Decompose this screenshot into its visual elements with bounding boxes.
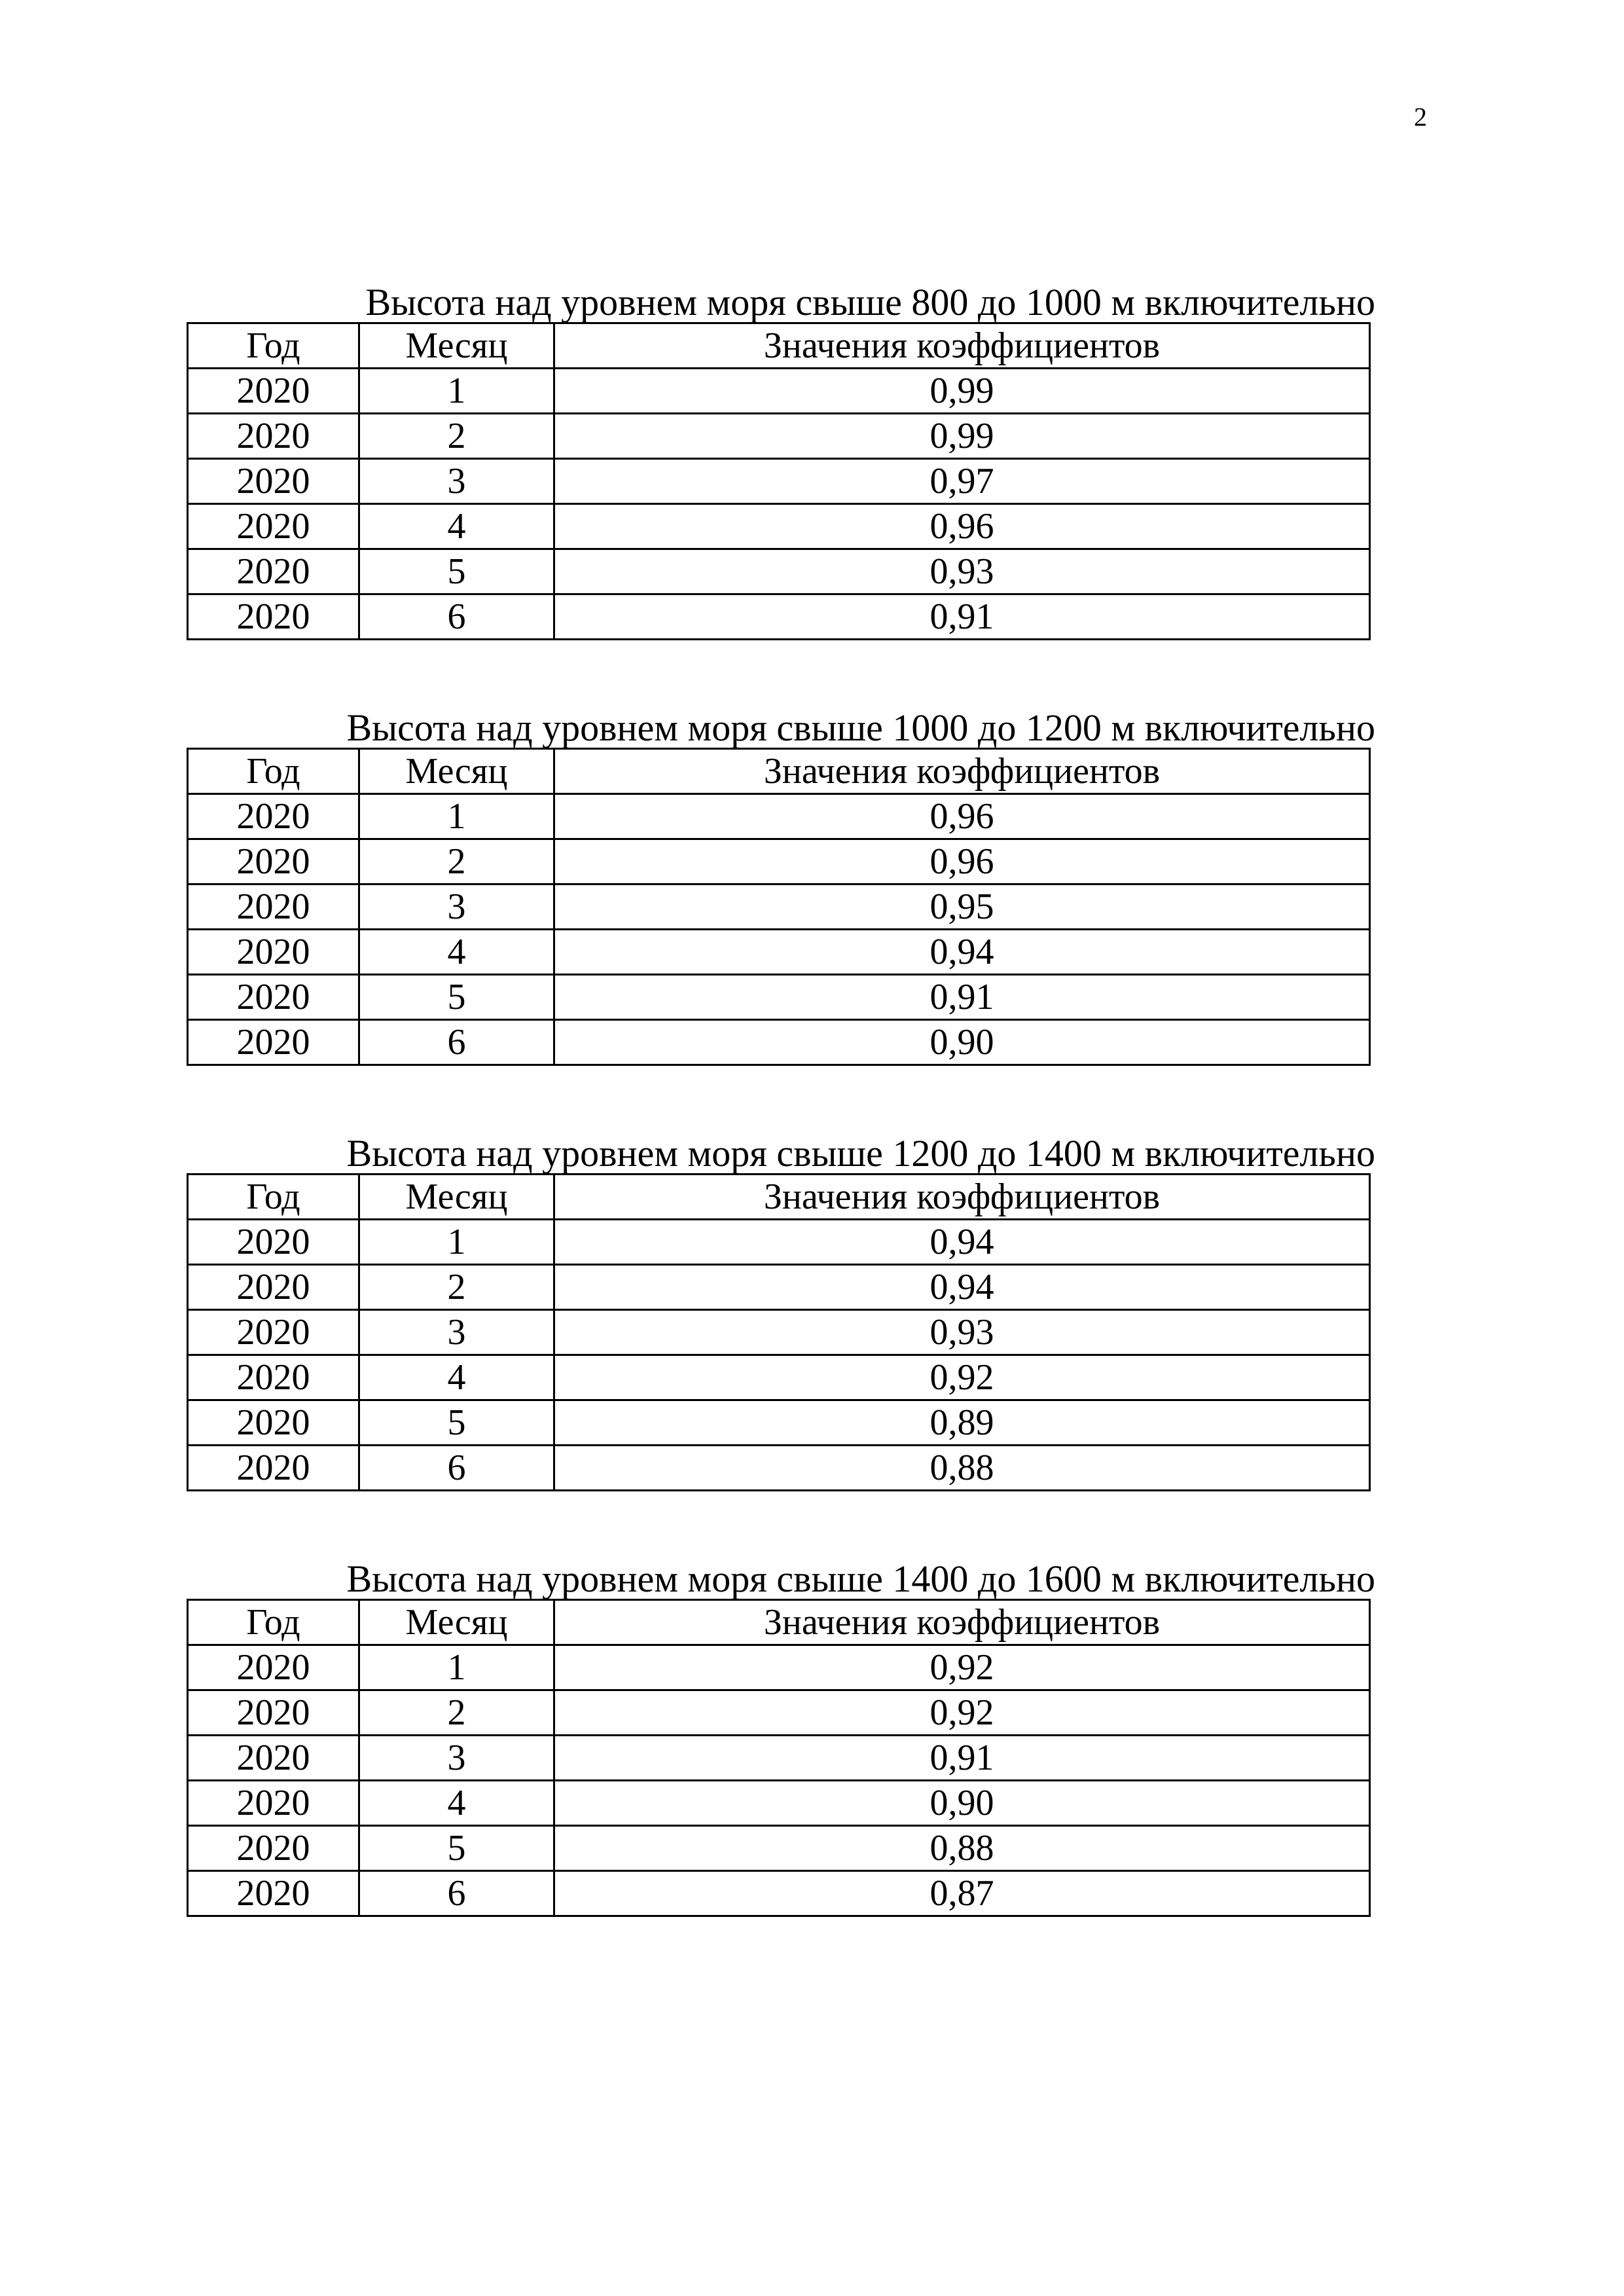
cell-value: 0,88 [554, 1826, 1370, 1871]
header-month: Месяц [359, 323, 554, 369]
header-value: Значения коэффициентов [554, 749, 1370, 794]
cell-value: 0,90 [554, 1781, 1370, 1826]
cell-month: 6 [359, 1871, 554, 1916]
coefficient-table [187, 1599, 1371, 1917]
cell-year: 2020 [188, 1736, 359, 1781]
cell-month: 1 [359, 1645, 554, 1690]
cell-month: 1 [359, 794, 554, 839]
cell-month: 2 [359, 1265, 554, 1310]
table-row [188, 1645, 1370, 1690]
cell-value: 0,96 [554, 794, 1370, 839]
table-row [188, 975, 1370, 1020]
header-month: Месяц [359, 1175, 554, 1220]
table-row [188, 1400, 1370, 1446]
cell-year: 2020 [188, 930, 359, 975]
table-row [188, 794, 1370, 839]
header-month: Месяц [359, 1600, 554, 1645]
cell-value: 0,94 [554, 930, 1370, 975]
cell-year: 2020 [188, 459, 359, 504]
cell-year: 2020 [188, 504, 359, 549]
cell-year: 2020 [188, 1400, 359, 1446]
cell-value: 0,92 [554, 1645, 1370, 1690]
cell-year: 2020 [188, 1690, 359, 1736]
table-header-row [188, 323, 1370, 369]
cell-month: 6 [359, 1020, 554, 1065]
table-row [188, 1736, 1370, 1781]
table-row [188, 1871, 1370, 1916]
cell-value: 0,97 [554, 459, 1370, 504]
cell-year: 2020 [188, 1645, 359, 1690]
page-number: 2 [1414, 102, 1427, 132]
cell-year: 2020 [188, 1355, 359, 1400]
cell-year: 2020 [188, 1871, 359, 1916]
coefficient-table [187, 1173, 1371, 1491]
cell-year: 2020 [188, 975, 359, 1020]
table-row [188, 369, 1370, 414]
cell-value: 0,87 [554, 1871, 1370, 1916]
cell-month: 2 [359, 1690, 554, 1736]
cell-value: 0,95 [554, 884, 1370, 930]
cell-year: 2020 [188, 414, 359, 459]
cell-value: 0,88 [554, 1446, 1370, 1491]
section-title: Высота над уровнем моря свыше 1400 до 1600 м включительно [346, 1558, 1375, 1600]
header-value: Значения коэффициентов [554, 323, 1370, 369]
table-row [188, 1020, 1370, 1065]
cell-value: 0,90 [554, 1020, 1370, 1065]
cell-year: 2020 [188, 839, 359, 884]
header-year: Год [188, 1600, 359, 1645]
cell-year: 2020 [188, 1265, 359, 1310]
cell-month: 6 [359, 1446, 554, 1491]
coefficient-table [187, 748, 1371, 1066]
cell-year: 2020 [188, 1781, 359, 1826]
cell-value: 0,93 [554, 1310, 1370, 1355]
cell-year: 2020 [188, 884, 359, 930]
cell-year: 2020 [188, 1446, 359, 1491]
cell-year: 2020 [188, 594, 359, 640]
header-year: Год [188, 749, 359, 794]
cell-year: 2020 [188, 549, 359, 594]
cell-month: 5 [359, 549, 554, 594]
cell-month: 3 [359, 884, 554, 930]
table-row [188, 414, 1370, 459]
cell-value: 0,99 [554, 414, 1370, 459]
cell-year: 2020 [188, 794, 359, 839]
cell-year: 2020 [188, 1220, 359, 1265]
cell-value: 0,92 [554, 1690, 1370, 1736]
table-row [188, 1310, 1370, 1355]
table-row [188, 504, 1370, 549]
cell-month: 4 [359, 1781, 554, 1826]
cell-month: 4 [359, 1355, 554, 1400]
section-title: Высота над уровнем моря свыше 1000 до 1200 м включительно [346, 706, 1375, 749]
cell-month: 5 [359, 975, 554, 1020]
coefficient-table [187, 322, 1371, 640]
table-row [188, 1220, 1370, 1265]
cell-month: 3 [359, 1310, 554, 1355]
header-value: Значения коэффициентов [554, 1175, 1370, 1220]
cell-month: 4 [359, 930, 554, 975]
header-month: Месяц [359, 749, 554, 794]
cell-value: 0,91 [554, 1736, 1370, 1781]
table-row [188, 1690, 1370, 1736]
cell-month: 1 [359, 1220, 554, 1265]
cell-year: 2020 [188, 1826, 359, 1871]
cell-month: 5 [359, 1400, 554, 1446]
table-header-row [188, 1175, 1370, 1220]
cell-year: 2020 [188, 1310, 359, 1355]
cell-value: 0,96 [554, 839, 1370, 884]
cell-value: 0,91 [554, 975, 1370, 1020]
cell-month: 3 [359, 459, 554, 504]
cell-year: 2020 [188, 1020, 359, 1065]
cell-month: 1 [359, 369, 554, 414]
cell-value: 0,89 [554, 1400, 1370, 1446]
cell-month: 2 [359, 414, 554, 459]
cell-value: 0,99 [554, 369, 1370, 414]
cell-value: 0,94 [554, 1265, 1370, 1310]
cell-value: 0,93 [554, 549, 1370, 594]
header-value: Значения коэффициентов [554, 1600, 1370, 1645]
header-year: Год [188, 323, 359, 369]
table-header-row [188, 749, 1370, 794]
section-title: Высота над уровнем моря свыше 1200 до 1400 м включительно [346, 1132, 1375, 1175]
table-row [188, 594, 1370, 640]
cell-month: 4 [359, 504, 554, 549]
cell-month: 2 [359, 839, 554, 884]
table-row [188, 884, 1370, 930]
cell-year: 2020 [188, 369, 359, 414]
cell-month: 6 [359, 594, 554, 640]
table-row [188, 839, 1370, 884]
table-row [188, 1446, 1370, 1491]
cell-month: 5 [359, 1826, 554, 1871]
table-row [188, 1826, 1370, 1871]
cell-value: 0,92 [554, 1355, 1370, 1400]
table-row [188, 1781, 1370, 1826]
cell-value: 0,91 [554, 594, 1370, 640]
cell-value: 0,94 [554, 1220, 1370, 1265]
header-year: Год [188, 1175, 359, 1220]
section-title: Высота над уровнем моря свыше 800 до 1000 м включительно [365, 281, 1375, 323]
cell-month: 3 [359, 1736, 554, 1781]
cell-value: 0,96 [554, 504, 1370, 549]
table-row [188, 459, 1370, 504]
table-row [188, 1265, 1370, 1310]
table-header-row [188, 1600, 1370, 1645]
table-row [188, 930, 1370, 975]
table-row [188, 1355, 1370, 1400]
table-row [188, 549, 1370, 594]
